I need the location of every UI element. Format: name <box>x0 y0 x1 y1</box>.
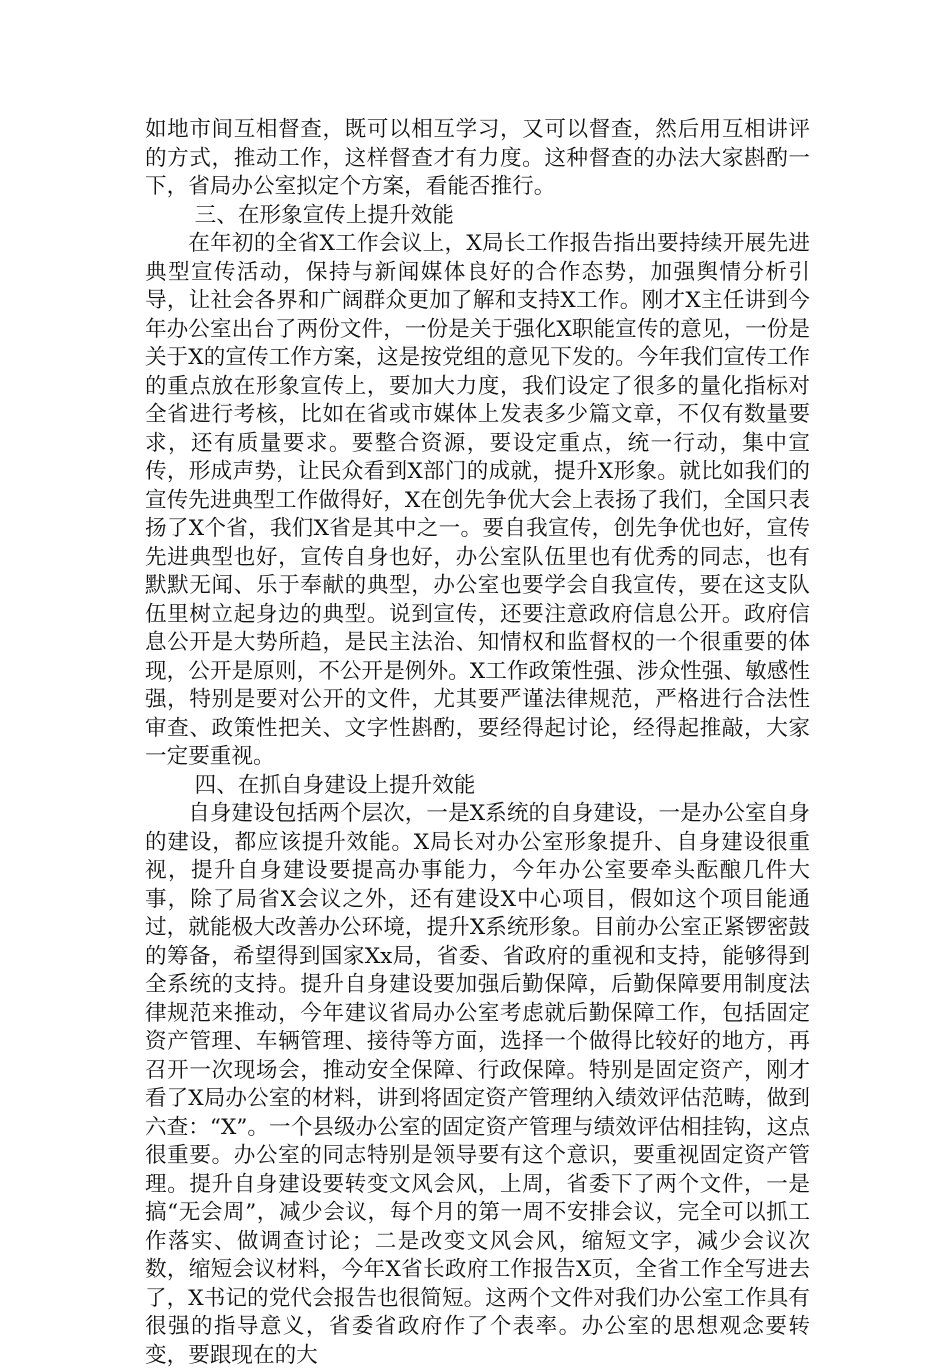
document-page <box>145 116 810 1370</box>
section-heading-image-promotion: 三、在形象宣传上提升效能 <box>194 202 454 228</box>
paragraph-continued: 如地市间互相督查，既可以相互学习，又可以督查，然后用互相讲评的方式，推动工作，这样督查才有力度。这种督查的办法大家斟酌一下，省局办公室拟定个方案，看能否推行。 <box>145 117 810 199</box>
paragraph-image-promotion: 在年初的全省X工作会议上，X局长工作报告指出要持续开展先进典型宣传活动，保持与新闻媒体良好的合作态势，加强舆情分析引导，让社会各界和广阔群众更加了解和支持X工作。刚才X主任讲到今年办公室出台了两份文件，一份是关于强化X职能宣传的意见，一份是关于X的宣传工作方案，这是按党组的意见下发的。今年我们宣传工作的重点放在形象宣传上，要加大力度，我们设定了很多的量化指标对全省进行考核，比如在省或市媒体上发表多少篇文章，不仅有数量要求，还有质量要求。要整合资源，要设定重点，统一行动，集中宣传，形成声势，让民众看到X部门的成就，提升X形象。就比如我们的宣传先进典型工作做得好，X在创先争优大会上表扬了我们，全国只表扬了X个省，我们X省是其中之一。要自我宣传，创先争优也好，宣传先进典型也好，宣传自身也好，办公室队伍里也有优秀的同志，也有默默无闻、乐于奉献的典型，办公室也要学会自我宣传，要在这支队伍里树立起身边的典型。说到宣传，还要注意政府信息公开。政府信息公开是大势所趋，是民主法治、知情权和监督权的一个很重要的体现，公开是原则，不公开是例外。X工作政策性强、涉众性强、敏感性强，特别是要对公开的文件，尤其要严谨法律规范，严格进行合法性审查、政策性把关、文字性斟酌，要经得起讨论，经得起推敲，大家一定要重视。 <box>145 231 810 769</box>
paragraph-self-building: 自身建设包括两个层次，一是X系统的自身建设，一是办公室自身的建设，都应该提升效能。X局长对办公室形象提升、自身建设很重视，提升自身建设要提高办事能力，今年办公室要牵头酝酿几件大事，除了局省X会议之外，还有建设X中心项目，假如这个项目能通过，就能极大改善办公环境，提升X系统形象。目前办公室正紧锣密鼓的筹备，希望得到国家Xx局，省委、省政府的重视和支持，能够得到全系统的支持。提升自身建设要加强后勤保障，后勤保障要用制度法律规范来推动，今年建议省局办公室考虑就后勤保障工作，包括固定资产管理、车辆管理、接待等方面，选择一个做得比较好的地方，再召开一次现场会，推动安全保障、行政保障。特别是固定资产，刚才看了X局办公室的材料，讲到将固定资产管理纳入绩效评估范畴，做到六查：“X”。一个县级办公室的固定资产管理与绩效评估相挂钩，这点很重要。办公室的同志特别是领导要有这个意识，要重视固定资产管理。提升自身建设要转变文风会风，上周，省委下了两个文件，一是搞“无会周”，减少会议，每个月的第一周不安排会议，完全可以抓工作落实、做调查讨论；二是改变文风会风，缩短文字，减少会议次数，缩短会议材料，今年X省长政府工作报告X页，全省工作全写进去了，X书记的党代会报告也很简短。这两个文件对我们办公室工作具有很强的指导意义，省委省政府作了个表率。办公室的思想观念要转变，要跟现在的大 <box>145 801 810 1368</box>
section-heading-self-building: 四、在抓自身建设上提升效能 <box>194 772 476 798</box>
